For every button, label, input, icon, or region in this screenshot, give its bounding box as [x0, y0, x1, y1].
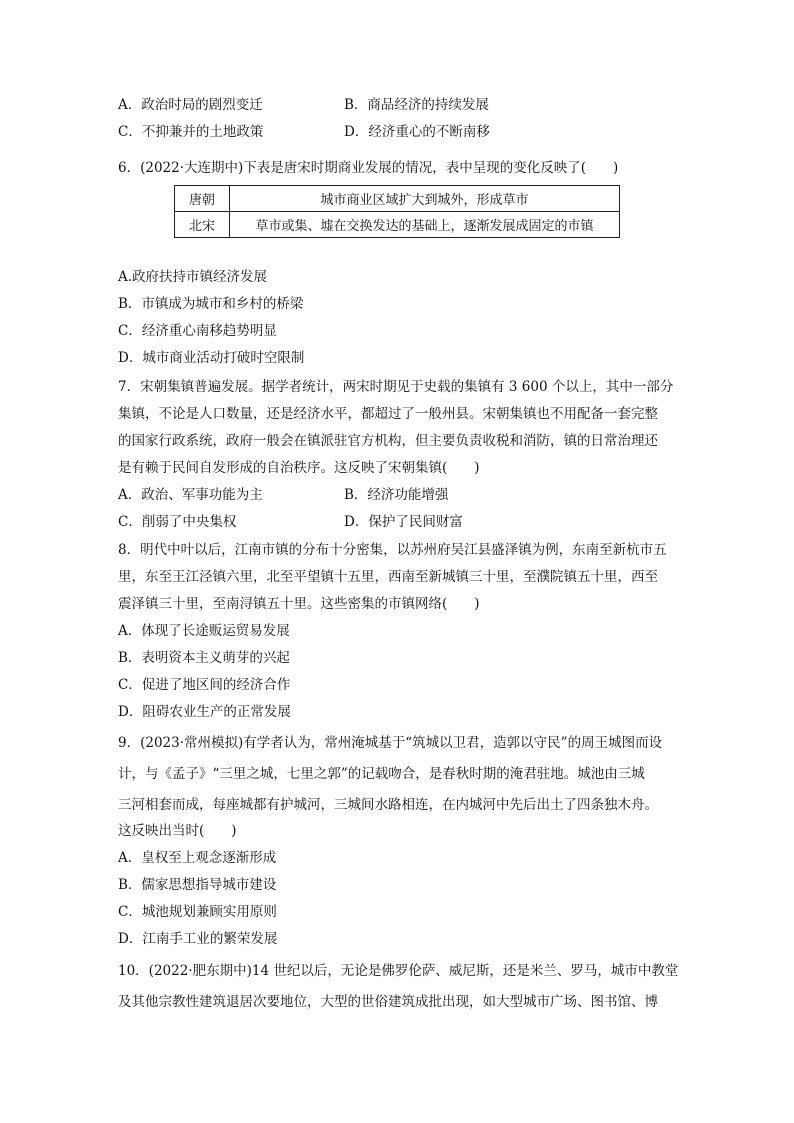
q5-option-a: A．政治时局的剧烈变迁 — [118, 97, 263, 113]
q7-option-b: B．经济功能增强 — [344, 487, 449, 503]
q7-option-c: C．削弱了中央集权 — [118, 514, 237, 530]
q7-stem-line: 的国家行政系统，政府一般会在镇派驻官方机构，但主要负责收税和消防，镇的日常治理还 — [118, 433, 658, 449]
q10-stem-line: 及其他宗教性建筑退居次要地位，大型的世俗建筑成批出现，如大型城市广场、图书馆、博 — [118, 994, 658, 1010]
q7-option-a: A．政治、军事功能为主 — [118, 487, 263, 503]
q8-option-c: C．促进了地区间的经济合作 — [118, 677, 291, 693]
q8-stem-line: 里，东至王江泾镇六里，北至平望镇十五里，西南至新城镇三十里，至濮院镇五十里，西至 — [118, 569, 658, 585]
q9-option-c: C．城池规划兼顾实用原则 — [118, 904, 277, 920]
q9-option-a: A．皇权至上观念逐渐形成 — [118, 850, 277, 866]
table-row — [175, 186, 620, 212]
q5-option-d: D．经济重心的不断南移 — [344, 124, 490, 140]
q8-stem-line: 震泽镇三十里，至南浔镇五十里。这些密集的市镇网络( ) — [118, 596, 480, 612]
q9-stem-line: 9．(2023·常州模拟)有学者认为，常州淹城基于“筑城以卫君，造郭以守民”的周王城图而设 — [118, 735, 663, 751]
q6-option-c: C．经济重心南移趋势明显 — [118, 323, 277, 339]
q10-stem-line: 10．(2022·肥东期中)14 世纪以后，无论是佛罗伦萨、威尼斯，还是米兰、罗马，城市中教堂 — [118, 963, 679, 979]
q9-stem-line: 三河相套而成，每座城都有护城河，三城间水路相连，在内城河中先后出土了四条独木舟。 — [118, 797, 658, 813]
q8-stem-line: 8．明代中叶以后，江南市镇的分布十分密集，以苏州府吴江县盛泽镇为例，东南至新杭市五 — [118, 542, 667, 558]
q9-stem-line: 这反映出当时( ) — [118, 823, 237, 839]
table-row — [175, 212, 620, 238]
q6-table-era: 唐朝 — [175, 186, 230, 212]
q7-stem-line: 集镇，不论是人口数量，还是经济水平，都超过了一般州县。宋朝集镇也不用配备一套完整 — [118, 406, 658, 422]
q9-option-d: D．江南手工业的繁荣发展 — [118, 931, 278, 947]
q8-option-a: A．体现了长途贩运贸易发展 — [118, 623, 290, 639]
q7-option-d: D．保护了民间财富 — [344, 514, 463, 530]
q9-stem-line: 计，与《孟子》“三里之城，七里之郭”的记载吻合，是春秋时期的淹君驻地。城池由三城 — [118, 766, 645, 782]
q9-option-b: B．儒家思想指导城市建设 — [118, 877, 277, 893]
q6-table — [174, 185, 620, 238]
q6-table-desc: 城市商业区域扩大到城外，形成草市 — [230, 186, 620, 212]
q6-stem: 6．(2022·大连期中)下表是唐宋时期商业发展的情况，表中呈现的变化反映了( ) — [118, 160, 619, 176]
q6-table-era: 北宋 — [175, 212, 230, 238]
q6-option-a: A.政府扶持市镇经济发展 — [118, 269, 268, 285]
q8-option-b: B．表明资本主义萌芽的兴起 — [118, 650, 290, 666]
q8-option-d: D．阻碍农业生产的正常发展 — [118, 704, 291, 720]
q6-option-d: D．城市商业活动打破时空限制 — [118, 350, 305, 366]
q5-option-c: C．不抑兼并的土地政策 — [118, 124, 264, 140]
q7-stem-line: 7．宋朝集镇普遍发展。据学者统计，两宋时期见于史载的集镇有 3 600 个以上，其中一部分 — [118, 379, 674, 395]
q6-table-desc: 草市或集、墟在交换发达的基础上，逐渐发展成固定的市镇 — [230, 212, 620, 238]
q7-stem-line: 是有赖于民间自发形成的自治秩序。这反映了宋朝集镇( ) — [118, 460, 480, 476]
q6-option-b: B．市镇成为城市和乡村的桥梁 — [118, 296, 304, 312]
q5-option-b: B．商品经济的持续发展 — [344, 97, 489, 113]
